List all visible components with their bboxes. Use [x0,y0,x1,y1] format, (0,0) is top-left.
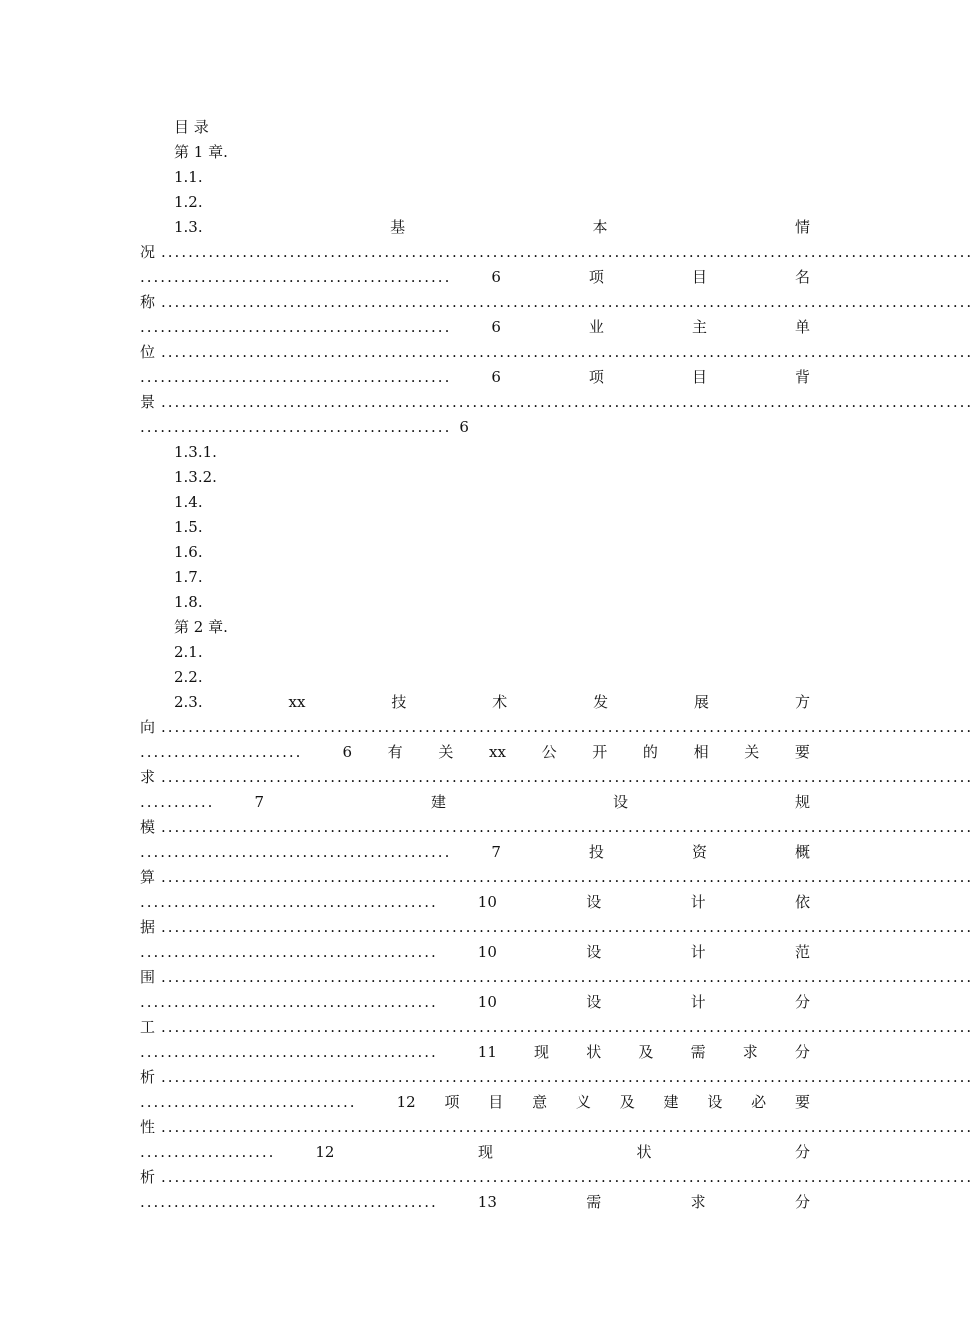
dot-leader: ............................................ [140,943,438,961]
toc-word: 项 [588,268,604,286]
toc-entry: 1.7. [174,568,203,586]
toc-entry-page-and-next [140,1140,810,1165]
toc-word: 展 [694,693,710,711]
toc-word: 及 [619,1093,635,1111]
toc-entry-page-and-next [140,790,810,815]
toc-entry-continued [140,390,973,415]
toc-entry: 1.2. [174,193,203,211]
dot-leader: ........................................................................................................................ [161,868,973,886]
toc-word: 有 [387,743,403,761]
toc-word: 设 [586,943,602,961]
toc-word: 析 [140,1168,156,1186]
toc-word: 2.3. [174,693,203,711]
toc-word: 状 [586,1043,602,1061]
toc-word: 业 [588,318,604,336]
toc-word: 项 [588,368,604,386]
toc-entry-continued [140,715,973,740]
toc-word: 计 [690,893,706,911]
toc-entry-continued [140,290,973,315]
dot-leader: ........................................................................................................................ [161,718,973,736]
toc-entry: 1.5. [174,518,203,536]
toc-entry-page-and-next [140,840,810,865]
toc-word: 基 [390,218,406,236]
dot-leader: ........................................................................................................................ [161,818,973,836]
toc-word: 要 [794,743,810,761]
dot-leader: .............................................. [140,268,452,286]
page-number: 12 [396,1093,416,1111]
dot-leader: .............................................. [140,418,452,436]
toc-word: 投 [588,843,604,861]
dot-leader: .............................................. [140,368,452,386]
toc-word: 规 [794,793,810,811]
dot-leader: ........................................................................................................................ [161,968,973,986]
toc-entry: 1.6. [174,543,203,561]
toc-entry: 第 1 章. [174,143,228,161]
toc-entry-page-and-next [140,315,810,340]
toc-word: 设 [586,993,602,1011]
toc-word: 称 [140,293,156,311]
toc-entry-continued [140,240,973,265]
toc-word: 目 [488,1093,504,1111]
toc-entry-continued [140,965,973,990]
toc-title: 目 录 [174,118,209,136]
toc-word: 的 [642,743,658,761]
toc-word: 模 [140,818,156,836]
toc-entry: 1.3.1. [174,443,217,461]
dot-leader: ................................ [140,1093,357,1111]
toc-entry-page-and-next [140,365,810,390]
toc-word: 背 [794,368,810,386]
page-number: 6 [491,268,501,286]
toc-entry: 1.4. [174,493,203,511]
toc-word: 及 [638,1043,654,1061]
dot-leader: ........................................................................................................................ [161,1018,973,1036]
toc-word: 性 [140,1118,156,1136]
toc-word: 方 [794,693,810,711]
toc-word: 单 [794,318,810,336]
toc-entry: 2.1. [174,643,203,661]
page-number: 6 [491,368,501,386]
page-number: 6 [342,743,352,761]
toc-word: 开 [592,743,608,761]
toc-entry-page-and-next [140,940,810,965]
toc-word: 情 [794,218,810,236]
toc-entry-continued [140,815,973,840]
dot-leader: ........................ [140,743,303,761]
toc-word: 分 [794,993,810,1011]
toc-word: 分 [794,1143,810,1161]
toc-word: 据 [140,918,156,936]
toc-word: 义 [575,1093,591,1111]
toc-word: 设 [586,893,602,911]
toc-word: 计 [690,993,706,1011]
page-number: 12 [315,1143,335,1161]
toc-word: 技 [391,693,407,711]
toc-word: 求 [690,1193,706,1211]
toc-word: 依 [794,893,810,911]
toc-lines [140,140,973,1215]
toc-entry-page-and-next [140,740,810,765]
toc-word: xx [488,743,506,761]
page-number: 11 [477,1043,497,1061]
page-number: 10 [477,893,497,911]
page-number: 13 [477,1193,497,1211]
toc-entry-page-and-next [140,1040,810,1065]
toc-word: 名 [794,268,810,286]
toc-word: 范 [794,943,810,961]
toc-word: 目 [691,368,707,386]
toc-word: 关 [744,743,760,761]
toc-word: 分 [794,1193,810,1211]
toc-word: 1.3. [174,218,203,236]
toc-entry-continued [140,1065,973,1090]
toc-word: 相 [693,743,709,761]
toc-word: 向 [140,718,156,736]
toc-word: 主 [691,318,707,336]
toc-entry-page-end [140,415,810,440]
dot-leader: ............................................ [140,893,438,911]
page-number: 10 [477,993,497,1011]
dot-leader: ............................................ [140,1193,438,1211]
toc-word: 术 [492,693,508,711]
dot-leader: ........................................................................................................................ [161,1168,973,1186]
dot-leader: ........................................................................................................................ [161,918,973,936]
toc-word: 建 [430,793,446,811]
toc-entry: 第 2 章. [174,618,228,636]
toc-word: 求 [140,768,156,786]
dot-leader: .............................................. [140,318,452,336]
toc-word: 析 [140,1068,156,1086]
toc-word: 目 [691,268,707,286]
toc-word: 概 [794,843,810,861]
page-number: 6 [459,418,469,436]
toc-entry-continued [140,1015,973,1040]
toc-word: 设 [612,793,628,811]
toc-entry-page-and-next [140,1090,810,1115]
toc-word: 意 [532,1093,548,1111]
toc-word: 求 [742,1043,758,1061]
dot-leader: ........................................................................................................................ [161,1068,973,1086]
toc-word: 状 [636,1143,652,1161]
toc-word: 位 [140,343,156,361]
toc-entry-continued [140,1165,973,1190]
toc-entry: 1.1. [174,168,203,186]
toc-word: 需 [690,1043,706,1061]
toc-entry-justified [140,215,810,240]
dot-leader: ........................................................................................................................ [161,768,973,786]
dot-leader: ........................................................................................................................ [161,343,973,361]
toc-word: 公 [541,743,557,761]
toc-entry: 1.8. [174,593,203,611]
toc-word: xx [288,693,306,711]
page-number: 7 [254,793,264,811]
dot-leader: ............................................ [140,993,438,1011]
toc-entry-continued [140,1115,973,1140]
toc-word: 分 [794,1043,810,1061]
toc-word: 工 [140,1018,156,1036]
dot-leader: ........................................................................................................................ [161,293,973,311]
toc-word: 需 [586,1193,602,1211]
toc-word: 本 [592,218,608,236]
toc-entry-page-and-next [140,1190,810,1215]
toc-word: 资 [691,843,707,861]
toc-word: 要 [794,1093,810,1111]
toc-entry: 2.2. [174,668,203,686]
dot-leader: ........................................................................................................................ [161,1118,973,1136]
page-number: 6 [491,318,501,336]
toc-word: 现 [534,1043,550,1061]
toc-entry-continued [140,915,973,940]
toc-entry-continued [140,865,973,890]
toc-entry-page-and-next [140,890,810,915]
toc-entry-continued [140,765,973,790]
toc-entry-continued [140,340,973,365]
dot-leader: .................... [140,1143,276,1161]
toc-word: 况 [140,243,156,261]
toc-word: 计 [690,943,706,961]
toc-entry-page-and-next [140,265,810,290]
toc-word: 现 [477,1143,493,1161]
toc-word: 算 [140,868,156,886]
toc-word: 发 [593,693,609,711]
dot-leader: .............................................. [140,843,452,861]
table-of-contents [140,115,973,1215]
page-number: 7 [491,843,501,861]
toc-word: 围 [140,968,156,986]
dot-leader: ............................................ [140,1043,438,1061]
toc-word: 设 [707,1093,723,1111]
toc-word: 关 [438,743,454,761]
toc-word: 建 [663,1093,679,1111]
dot-leader: ........... [140,793,215,811]
toc-entry: 1.3.2. [174,468,217,486]
page-number: 10 [477,943,497,961]
toc-entry-justified [140,690,810,715]
toc-entry-page-and-next [140,990,810,1015]
toc-word: 必 [751,1093,767,1111]
dot-leader: ........................................................................................................................ [161,243,973,261]
toc-word: 项 [444,1093,460,1111]
toc-word: 景 [140,393,156,411]
dot-leader: ........................................................................................................................ [161,393,973,411]
